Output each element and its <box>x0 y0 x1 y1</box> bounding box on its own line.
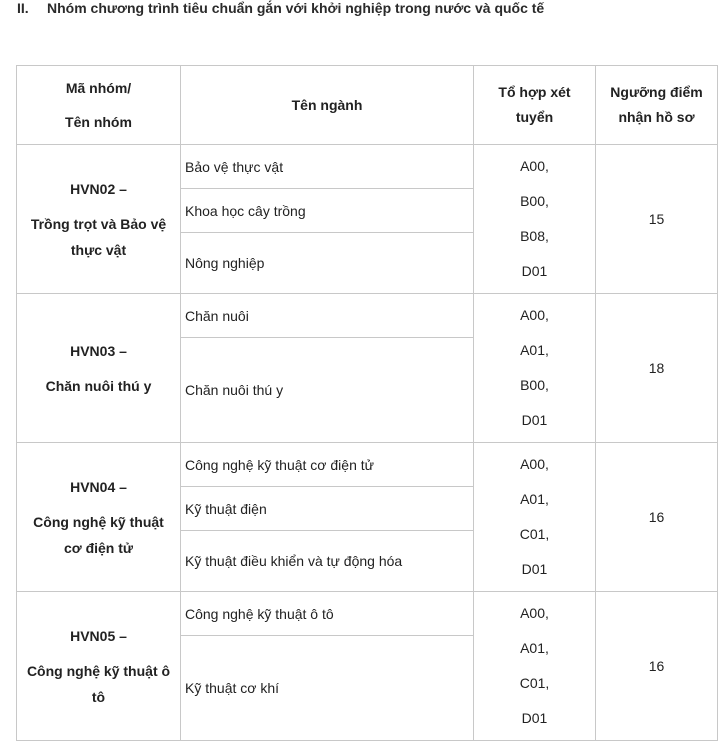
group-cell <box>17 294 181 443</box>
combo-cell <box>474 443 596 592</box>
major-cell: Kỹ thuật cơ khí <box>181 636 474 741</box>
score-cell: 18 <box>596 294 718 443</box>
combo-item: A01, <box>520 491 549 507</box>
major-cell: Kỹ thuật điều khiển và tự động hóa <box>181 531 474 592</box>
group-cell <box>17 592 181 741</box>
combo-item: B00, <box>520 193 549 209</box>
table-row <box>17 145 718 189</box>
table-row <box>17 592 718 636</box>
header-score <box>596 66 718 145</box>
major-cell: Công nghệ kỹ thuật cơ điện tử <box>181 443 474 487</box>
group-cell <box>17 443 181 592</box>
group-name: Chăn nuôi thú y <box>45 377 152 394</box>
section-title: Nhóm chương trình tiêu chuẩn gắn với khởi nghiệp trong nước và quốc tế <box>47 0 545 16</box>
table-row <box>17 443 718 487</box>
combo-cell <box>474 592 596 741</box>
score-cell: 16 <box>596 443 718 592</box>
combo-item: B08, <box>520 228 549 244</box>
header-group <box>17 66 181 145</box>
combo-item: D01 <box>521 561 548 577</box>
table-header-row <box>17 66 718 145</box>
table-row <box>17 294 718 338</box>
group-code: HVN03 – <box>70 342 127 359</box>
major-cell: Chăn nuôi <box>181 294 474 338</box>
major-cell: Khoa học cây trồng <box>181 189 474 233</box>
section-number: II. <box>17 0 29 16</box>
group-name: Công nghệ kỹ thuật cơ điện tử <box>33 513 164 556</box>
group-name: Trồng trọt và Bảo vệ thực vật <box>30 215 167 258</box>
combo-item: D01 <box>521 412 548 428</box>
admission-table <box>16 65 718 741</box>
combo-item: D01 <box>521 263 548 279</box>
combo-item: C01, <box>519 675 550 691</box>
combo-item: A00, <box>520 307 549 323</box>
header-group-line2: Tên nhóm <box>65 113 132 130</box>
group-code: HVN05 – <box>70 627 127 644</box>
major-cell: Bảo vệ thực vật <box>181 145 474 189</box>
group-code: HVN02 – <box>70 180 127 197</box>
major-cell: Nông nghiệp <box>181 233 474 294</box>
combo-item: C01, <box>519 526 550 542</box>
major-cell: Công nghệ kỹ thuật ô tô <box>181 592 474 636</box>
combo-item: B00, <box>520 377 549 393</box>
section-heading <box>17 0 717 16</box>
combo-cell <box>474 294 596 443</box>
combo-cell <box>474 145 596 294</box>
combo-item: A01, <box>520 640 549 656</box>
header-combo <box>474 66 596 145</box>
group-code: HVN04 – <box>70 478 127 495</box>
major-cell: Chăn nuôi thú y <box>181 338 474 443</box>
combo-item: D01 <box>521 710 548 726</box>
header-score-line1: Ngưỡng điểm <box>610 84 703 100</box>
header-combo-line1: Tổ hợp xét <box>498 84 571 100</box>
group-cell <box>17 145 181 294</box>
major-cell: Kỹ thuật điện <box>181 487 474 531</box>
combo-item: A00, <box>520 158 549 174</box>
score-cell: 16 <box>596 592 718 741</box>
combo-item: A00, <box>520 605 549 621</box>
combo-item: A01, <box>520 342 549 358</box>
score-cell: 15 <box>596 145 718 294</box>
header-group-line1: Mã nhóm/ <box>65 79 132 96</box>
group-name: Công nghệ kỹ thuật ô tô <box>26 662 171 705</box>
header-combo-line2: tuyển <box>515 109 554 125</box>
combo-item: A00, <box>520 456 549 472</box>
header-major: Tên ngành <box>181 66 474 145</box>
header-score-line2: nhận hồ sơ <box>618 109 695 125</box>
